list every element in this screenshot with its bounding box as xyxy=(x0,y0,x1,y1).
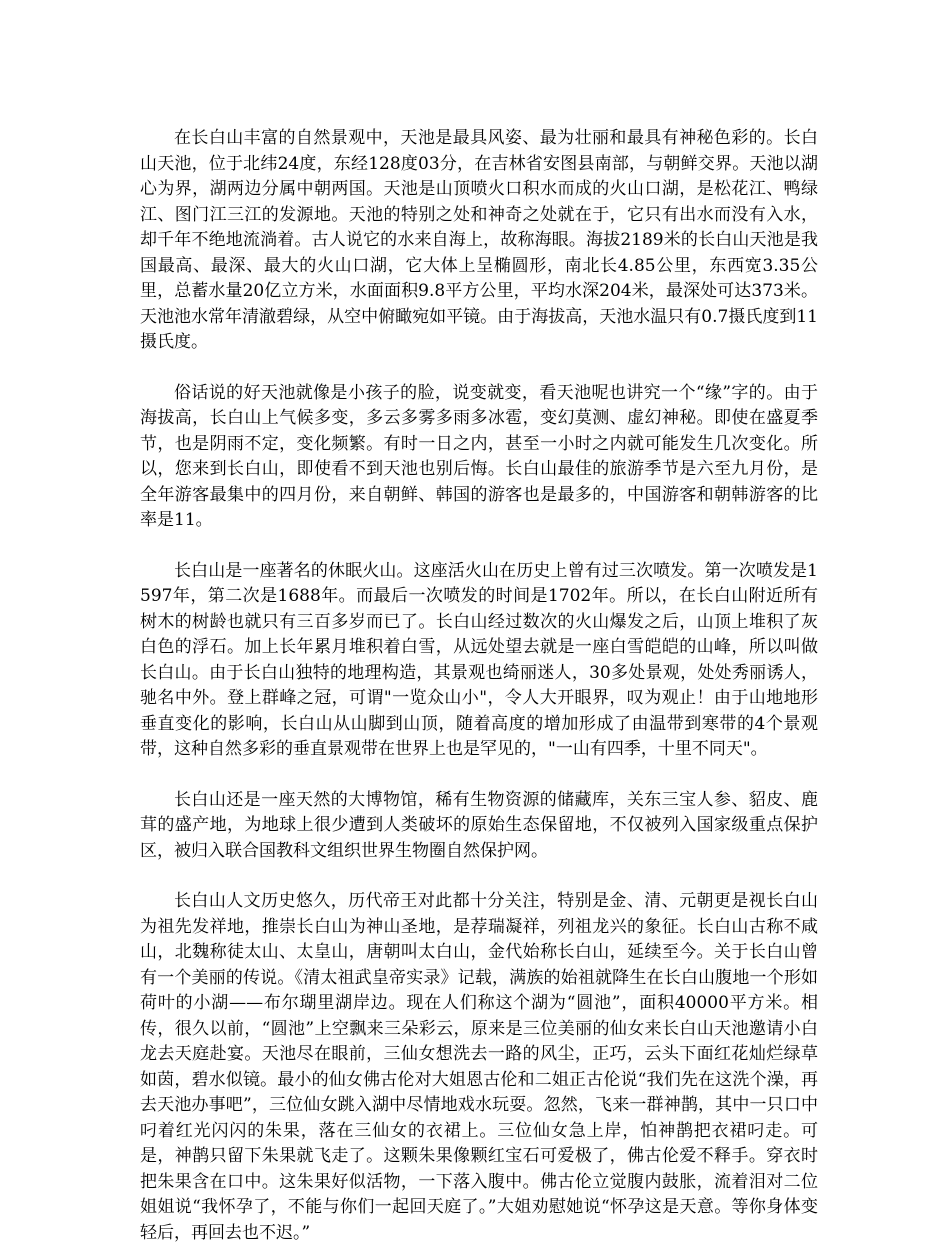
paragraph-tianchi-overview: 在长白山丰富的自然景观中，天池是最具风姿、最为壮丽和最具有神秘色彩的。长白山天池，位于北纬24度，东经128度03分，在吉林省安图县南部，与朝鲜交界。天池以湖心为界，湖两边分属中朝两国。天池是山顶喷火口积水而成的火山口湖，是松花江、鸭绿江、图门江三江的发源地。天池的特别之处和神奇之处就在于，它只有出水而没有入水，却千年不绝地流淌着。古人说它的水来自海上，故称海眼。海拔2189米的长白山天池是我国最高、最深、最大的火山口湖，它大体上呈椭圆形，南北长4.85公里，东西宽3.35公里，总蓄水量20亿立方米，水面面积9.8平方公里，平均水深204米，最深处可达373米。天池池水常年清澈碧绿，从空中俯瞰宛如平镜。由于海拔高，天池水温只有0.7摄氏度到11摄氏度。 xyxy=(140,128,818,352)
paragraph-nature-museum: 长白山还是一座天然的大博物馆，稀有生物资源的储藏库，关东三宝人参、貂皮、鹿茸的盛产地，为地球上很少遭到人类破坏的原始生态保留地，不仅被列入国家级重点保护区，被归入联合国教科文组织世界生物圈自然保护网。 xyxy=(140,789,818,861)
document-page xyxy=(140,126,818,1246)
paragraph-weather-and-travel: 俗话说的好天池就像是小孩子的脸，说变就变，看天池呢也讲究一个“缘”字的。由于海拔高，长白山上气候多变，多云多雾多雨多冰雹，变幻莫测、虚幻神秘。即使在盛夏季节，也是阴雨不定，变化频繁。有时一日之内，甚至一小时之内就可能发生几次变化。所以，您来到长白山，即使看不到天池也别后悔。长白山最佳的旅游季节是六至九月份，是全年游客最集中的四月份，来自朝鲜、韩国的游客也是最多的，中国游客和朝韩游客的比率是11。 xyxy=(140,382,818,530)
paragraph-legend: 长白山人文历史悠久，历代帝王对此都十分关注，特别是金、清、元朝更是视长白山为祖先发祥地，推崇长白山为神山圣地，是荐瑞凝祥，列祖龙兴的象征。长白山古称不咸山，北魏称徒太山、太皇山，唐朝叫太白山，金代始称长白山，延续至今。关于长白山曾有一个美丽的传说。《清太祖武皇帝实录》记载，满族的始祖就降生在长白山腹地一个形如荷叶的小湖——布尔瑚里湖岸边。现在人们称这个湖为“圆池”，面积40000平方米。相传，很久以前，“圆池”上空飘来三朵彩云，原来是三位美丽的仙女来长白山天池邀请小白龙去天庭赴宴。天池尽在眼前，三仙女想洗去一路的风尘，正巧，云头下面红花灿烂绿草如茵，碧水似镜。最小的仙女佛古伦对大姐恩古伦和二姐正古伦说“我们先在这洗个澡，再去天池办事吧”，三位仙女跳入湖中尽情地戏水玩耍。忽然，飞来一群神鹊，其中一只口中叼着红光闪闪的朱果，落在三仙女的衣裙上。三位仙女急上岸，怕神鹊把衣裙叼走。可是，神鹊只留下朱果就飞走了。这颗朱果像颗红宝石可爱极了，佛古伦爱不释手。穿衣时把朱果含在口中。这朱果好似活物，一下落入腹中。佛古伦立觉腹内鼓胀，流着泪对二位姐姐说“我怀孕了，不能与你们一起回天庭了。”大姐劝慰她说“怀孕这是天意。等你身体变轻后，再回去也不迟。” xyxy=(140,891,818,1243)
paragraph-volcano-history: 长白山是一座著名的休眠火山。这座活火山在历史上曾有过三次喷发。第一次喷发是1597年，第二次是1688年。而最后一次喷发的时间是1702年。所以，在长白山附近所有树木的树龄也就只有三百多岁而已了。长白山经过数次的火山爆发之后，山顶上堆积了灰白色的浮石。加上长年累月堆积着白雪，从远处望去就是一座白雪皑皑的山峰，所以叫做长白山。由于长白山独特的地理构造，其景观也绮丽迷人，30多处景观，处处秀丽诱人，驰名中外。登上群峰之冠，可谓"一览众山小"，令人大开眼界，叹为观止！由于山地地形垂直变化的影响，长白山从山脚到山顶，随着高度的增加形成了由温带到寒带的4个景观带，这种自然多彩的垂直景观带在世界上也是罕见的，"一山有四季，十里不同天"。 xyxy=(140,560,818,759)
